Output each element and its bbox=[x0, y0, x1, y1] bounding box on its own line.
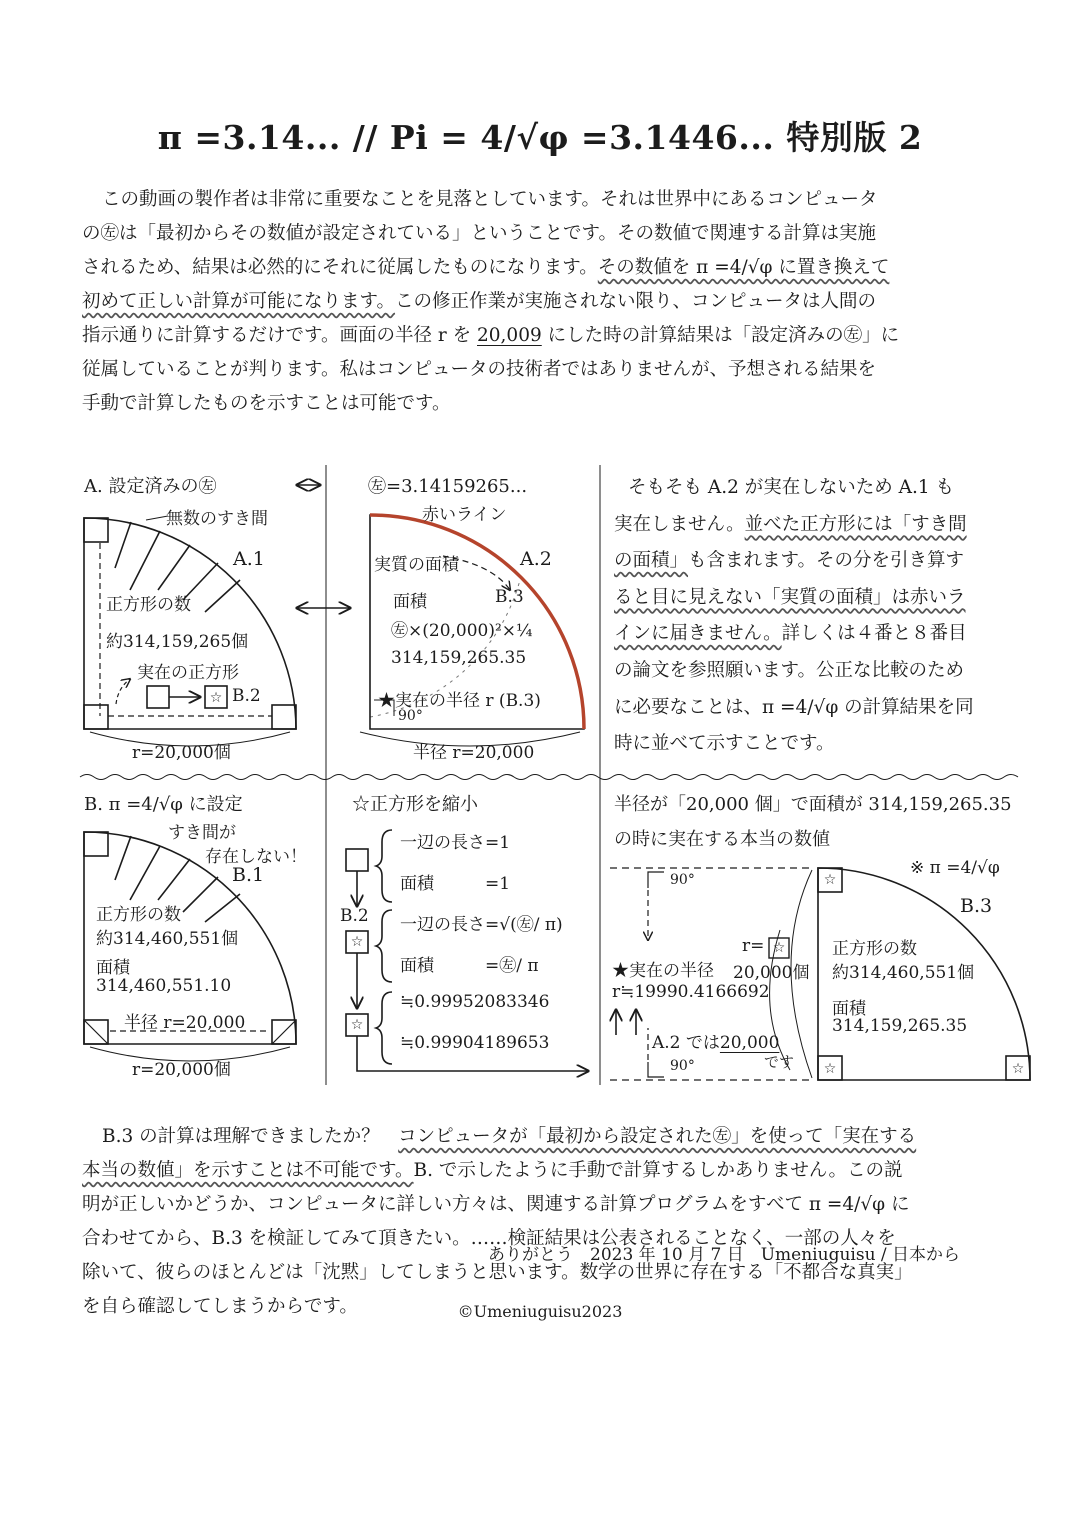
b1-squares-count: 約314,460,551個 bbox=[96, 929, 239, 949]
b1-area-value: 314,460,551.10 bbox=[96, 976, 232, 996]
real-area-label: 実質の面積 bbox=[374, 555, 459, 575]
explanation-line: の論文を参照願います。公正な比較のため bbox=[614, 659, 965, 681]
b1-radius-count: r=20,000個 bbox=[132, 1060, 231, 1080]
b3-a2-note-tail: です bbox=[764, 1053, 795, 1071]
b3-heading-line: 半径が「20,000 個」で面積が 314,159,265.35 bbox=[614, 794, 1012, 815]
shrink-b2-label: B.2 bbox=[340, 906, 369, 926]
explanation-line: インに届きません。詳しくは４番と８番目 bbox=[614, 623, 967, 645]
b3-r-count: 20,000個 bbox=[733, 963, 810, 983]
shrink-side-1: 一辺の長さ=1 bbox=[400, 833, 511, 853]
b3-r-equals: r= bbox=[742, 936, 765, 956]
intro-line: この動画の製作者は非常に重要なことを見落としています。それは世界中にあるコンピュータ bbox=[102, 189, 878, 210]
explanation-line: 実在しません。並べた正方形には「すき間 bbox=[614, 513, 967, 535]
b3-squares-count: 約314,460,551個 bbox=[832, 963, 975, 983]
b3-id: B.3 bbox=[960, 895, 993, 917]
shrink-approx-2: ≒0.99904189653 bbox=[400, 1033, 550, 1053]
a2-radius: 半径 r=20,000 bbox=[413, 743, 535, 763]
a1-radius-count: r=20,000個 bbox=[132, 743, 231, 763]
star-glyph: ☆ bbox=[209, 690, 223, 706]
red-line-label: 赤いライン bbox=[422, 505, 507, 525]
closing-line: 明が正しいかどうか、コンピュータに詳しい方々は、関連する計算プログラムをすべて π =4/√φ に bbox=[82, 1194, 910, 1215]
b1-squares-label: 正方形の数 bbox=[96, 905, 181, 925]
b1-radius: 半径 r=20,000 bbox=[124, 1013, 246, 1033]
a1-id: A.1 bbox=[233, 548, 265, 570]
shrink-heading: ☆正方形を縮小 bbox=[352, 794, 478, 815]
shrink-side-2: 一辺の長さ=√(㊧/ π) bbox=[400, 915, 563, 935]
intro-line: 従属していることが判ります。私はコンピュータの技術者ではありませんが、予想される結果を bbox=[82, 359, 877, 380]
section-a-explanation bbox=[614, 470, 1014, 763]
b3-squares-label: 正方形の数 bbox=[832, 939, 917, 959]
a1-squares-count: 約314,159,265個 bbox=[106, 632, 249, 652]
shrink-area-1: 面積 =1 bbox=[400, 874, 511, 894]
b3-a2-note: A.2 では20,000 bbox=[652, 1033, 780, 1053]
explanation-line: ると目に見えない「実質の面積」は赤いラ bbox=[614, 586, 966, 608]
explanation-line: 時に並べて示すことです。 bbox=[614, 733, 835, 755]
page-title: π =3.14... // Pi = 4/√φ =3.1446... 特別版 2 bbox=[157, 118, 923, 157]
a2-id: A.2 bbox=[520, 548, 552, 570]
b3-angle-top: 90° bbox=[670, 872, 695, 888]
b3-area-label: 面積 bbox=[832, 999, 866, 1019]
star-glyph: ☆ bbox=[823, 1061, 837, 1077]
explanation-line: そもそも A.2 が実在しないため A.1 も bbox=[628, 477, 955, 498]
a2-angle: 90° bbox=[398, 708, 423, 724]
shrink-area-2: 面積 =㊧/ π bbox=[400, 956, 539, 976]
explanation-line: に必要なことは、π =4/√φ の計算結果を同 bbox=[614, 696, 974, 718]
b1-gap-label: すき間が bbox=[168, 823, 236, 843]
shrink-approx-1: ≒0.99952083346 bbox=[400, 992, 550, 1012]
a2-area-value: 314,159,265.35 bbox=[391, 648, 527, 668]
closing-paragraph bbox=[82, 1120, 1002, 1324]
a1-real-square-label: 実在の正方形 bbox=[137, 663, 239, 683]
section-b-heading: B. π =4/√φ に設定 bbox=[84, 794, 243, 815]
b3-real-radius: ★実在の半径 bbox=[612, 961, 714, 981]
a2-real-radius: ★実在の半径 r (B.3) bbox=[378, 691, 541, 711]
intro-line: の㊧は「最初からその数値が設定されている」ということです。その数値で関連する計算は実施 bbox=[82, 223, 877, 244]
a1-gaps-label: 無数のすき間 bbox=[166, 509, 268, 529]
section-a-heading: A. 設定済みの㊧ bbox=[84, 476, 217, 497]
a2-b3-label: B.3 bbox=[495, 587, 524, 607]
b3-area-value: 314,159,265.35 bbox=[832, 1016, 968, 1036]
a1-b2-label: B.2 bbox=[232, 686, 261, 706]
closing-line: 本当の数値」を示すことは不可能です。B. で示したように手動で計算するしかありません。この説 bbox=[82, 1160, 903, 1181]
intro-line: されるため、結果は必然的にそれに従属したものになります。その数値を π =4/√φ に置き換えて bbox=[82, 257, 890, 278]
intro-line: 指示通りに計算するだけです。画面の半径 r を 20,009 にした時の計算結果は「設定済みの㊧」に bbox=[82, 325, 900, 346]
closing-line: 除いて、彼らのほとんどは「沈黙」してしまうと思います。数学の世界に存在する「不都合な真実」 bbox=[82, 1262, 913, 1283]
star-glyph: ☆ bbox=[772, 940, 786, 956]
b3-heading-line: の時に実在する本当の数値 bbox=[614, 829, 830, 850]
signature-line: ありがとう 2023 年 10 月 7 日 Umeniuguisu / 日本から bbox=[488, 1245, 961, 1265]
closing-line: を自ら確認してしまうからです。 bbox=[82, 1296, 358, 1317]
star-glyph: ☆ bbox=[1011, 1061, 1025, 1077]
b3-note: ※ π =4/√φ bbox=[910, 858, 1000, 878]
a1-squares-label: 正方形の数 bbox=[106, 595, 191, 615]
b3-angle-bottom: 90° bbox=[670, 1058, 695, 1074]
star-glyph: ☆ bbox=[350, 1017, 364, 1033]
pi-value-label: ㊧=3.14159265... bbox=[368, 476, 528, 497]
intro-line: 初めて正しい計算が可能になります。この修正作業が実施されない限り、コンピュータは人間の bbox=[82, 291, 877, 312]
star-glyph: ☆ bbox=[823, 872, 837, 888]
star-glyph: ☆ bbox=[350, 934, 364, 950]
b1-id: B.1 bbox=[232, 864, 265, 886]
b3-r-value: r≒19990.4166692 bbox=[612, 982, 770, 1002]
b1-gap-label: 存在しない！ bbox=[205, 847, 307, 867]
section-divider bbox=[80, 775, 1018, 780]
copyright: ©Umeniuguisu2023 bbox=[457, 1302, 623, 1321]
explanation-line: の面積」も含まれます。その分を引き算す bbox=[614, 550, 965, 572]
closing-line: 合わせてから、B.3 を検証してみて頂きたい。……検証結果は公表されることなく、一部の人々を bbox=[82, 1228, 896, 1249]
closing-line: B.3 の計算は理解できましたか？ コンピュータが「最初から設定された㊧」を使って「実在する bbox=[102, 1126, 917, 1147]
a2-area-formula: ㊧×(20,000)²×¼ bbox=[391, 621, 533, 641]
intro-line: 手動で計算したものを示すことは可能です。 bbox=[82, 393, 451, 414]
b1-area-label: 面積 bbox=[96, 958, 130, 978]
a2-area-label: 面積 bbox=[393, 592, 427, 612]
